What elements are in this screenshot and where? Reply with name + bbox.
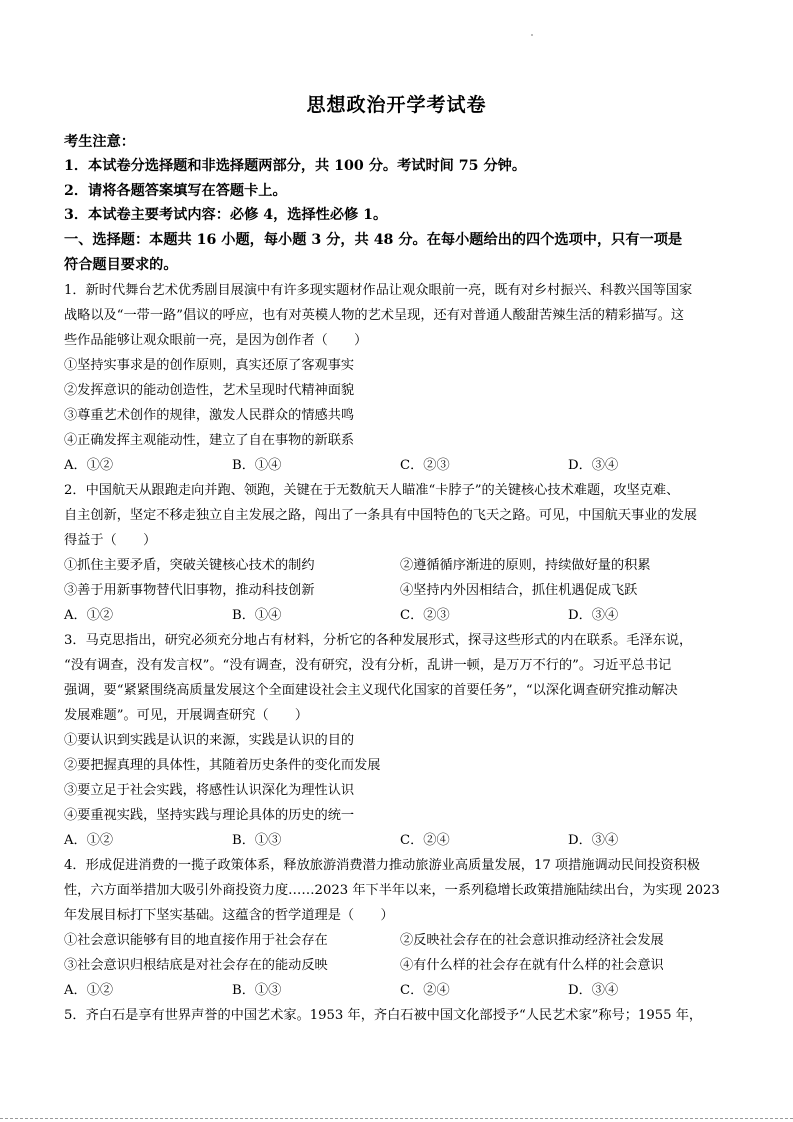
question-3-option-d[interactable]: D．③④ — [568, 833, 619, 848]
question-4-option-d[interactable]: D．③④ — [568, 983, 619, 998]
question-2-option-d[interactable]: D．③④ — [568, 608, 619, 623]
question-4-option-a[interactable]: A．①② — [64, 983, 114, 998]
question-3-statement: ②要把握真理的具体性，其随着历史条件的变化而发展 — [64, 758, 381, 773]
question-3-line: 发展难题”。可见，开展调查研究（ ） — [64, 708, 309, 723]
question-3-statement: ④要重视实践，坚持实践与理论具体的历史的统一 — [64, 808, 355, 823]
question-5-line: 5．齐白石是享有世界声誉的中国艺术家。1953 年，齐白石被中国文化部授予“人民艺术家”称号；1955 年， — [64, 1008, 703, 1023]
question-2-option-c[interactable]: C．②③ — [400, 608, 450, 623]
question-2-line: 得益于（ ） — [64, 533, 157, 548]
question-4-statement: ①社会意识能够有目的地直接作用于社会存在 — [64, 933, 328, 948]
question-3-option-a[interactable]: A．①② — [64, 833, 114, 848]
question-2-statement: ②遵循循序渐进的原则，持续做好量的积累 — [400, 558, 651, 573]
question-4-line: 4．形成促进消费的一揽子政策体系，释放旅游消费潜力推动旅游业高质量发展，17 项措施调动民间投资积极 — [64, 858, 700, 873]
question-1-statement: ①坚持实事求是的创作原则，真实还原了客观事实 — [64, 358, 355, 373]
question-1-statement: ③尊重艺术创作的规律，激发人民群众的情感共鸣 — [64, 408, 355, 423]
question-2-line: 自主创新，坚定不移走独立自主发展之路，闯出了一条具有中国特色的飞天之路。可见，中国航天事业的发展 — [64, 508, 697, 523]
question-1-option-c[interactable]: C．②③ — [400, 458, 450, 473]
section-heading: 一、选择题：本题共 16 小题，每小题 3 分，共 48 分。在每小题给出的四个选项中，只有一项是 — [64, 232, 683, 248]
question-4-line: 年发展目标打下坚实基础。这蕴含的哲学道理是（ ） — [64, 908, 394, 923]
question-3-option-b[interactable]: B．①③ — [232, 833, 282, 848]
notice-item: 2．请将各题答案填写在答题卡上。 — [64, 183, 287, 199]
question-2-statement: ④坚持内外因相结合，抓住机遇促成飞跃 — [400, 583, 638, 598]
section-heading-cont: 符合题目要求的。 — [64, 257, 178, 273]
question-3-line: “没有调查，没有发言权”。“没有调查，没有研究，没有分析，乱讲一顿，是万万不行的”。习近平总书记 — [64, 658, 672, 673]
question-1-line: 战略以及“一带一路”倡议的呼应，也有对英模人物的艺术呈现，还有对普通人酸甜苦辣生活的精彩描写。这 — [64, 308, 685, 323]
question-3-statement: ①要认识到实践是认识的来源，实践是认识的目的 — [64, 733, 355, 748]
question-3-option-c[interactable]: C．②④ — [400, 833, 450, 848]
question-4-statement: ②反映社会存在的社会意识推动经济社会发展 — [400, 933, 664, 948]
question-2-option-b[interactable]: B．①④ — [232, 608, 282, 623]
question-2-option-a[interactable]: A．①② — [64, 608, 114, 623]
question-4-statement: ④有什么样的社会存在就有什么样的社会意识 — [400, 958, 664, 973]
question-1-option-b[interactable]: B．①④ — [232, 458, 282, 473]
question-1-line: 1．新时代舞台艺术优秀剧目展演中有许多现实题材作品让观众眼前一亮，既有对乡村振兴、科教兴国等国家 — [64, 283, 693, 298]
question-4-option-c[interactable]: C．②④ — [400, 983, 450, 998]
notice-heading: 考生注意： — [64, 134, 135, 150]
scan-dot — [531, 34, 533, 36]
notice-item: 1．本试卷分选择题和非选择题两部分，共 100 分。考试时间 75 分钟。 — [64, 158, 527, 174]
question-3-line: 强调，要“紧紧围绕高质量发展这个全面建设社会主义现代化国家的首要任务”，“以深化调查研究推动解决 — [64, 683, 678, 698]
question-1-line: 些作品能够让观众眼前一亮，是因为创作者（ ） — [64, 333, 368, 348]
question-1-statement: ④正确发挥主观能动性，建立了自在事物的新联系 — [64, 433, 355, 448]
notice-item: 3．本试卷主要考试内容：必修 4，选择性必修 1。 — [64, 207, 388, 223]
page-bottom-divider — [0, 1118, 793, 1119]
question-1-option-a[interactable]: A．①② — [64, 458, 114, 473]
question-4-option-b[interactable]: B．①③ — [232, 983, 282, 998]
question-3-statement: ③要立足于社会实践，将感性认识深化为理性认识 — [64, 783, 355, 798]
question-2-line: 2．中国航天从跟跑走向并跑、领跑，关键在于无数航天人瞄准“卡脖子”的关键核心技术难题，攻坚克难、 — [64, 483, 680, 498]
question-1-option-d[interactable]: D．③④ — [568, 458, 619, 473]
question-2-statement: ①抓住主要矛盾，突破关键核心技术的制约 — [64, 558, 315, 573]
question-4-line: 性，六方面举措加大吸引外商投资力度……2023 年下半年以来，一系列稳增长政策措施陆续出台，为实现 2023 — [64, 883, 720, 898]
question-1-statement: ②发挥意识的能动创造性，艺术呈现时代精神面貌 — [64, 383, 355, 398]
question-3-line: 3．马克思指出，研究必须充分地占有材料，分析它的各种发展形式，探寻这些形式的内在联系。毛泽东说， — [64, 633, 693, 648]
question-2-statement: ③善于用新事物替代旧事物，推动科技创新 — [64, 583, 315, 598]
page-title: 思想政治开学考试卷 — [306, 94, 487, 116]
question-4-statement: ③社会意识归根结底是对社会存在的能动反映 — [64, 958, 328, 973]
